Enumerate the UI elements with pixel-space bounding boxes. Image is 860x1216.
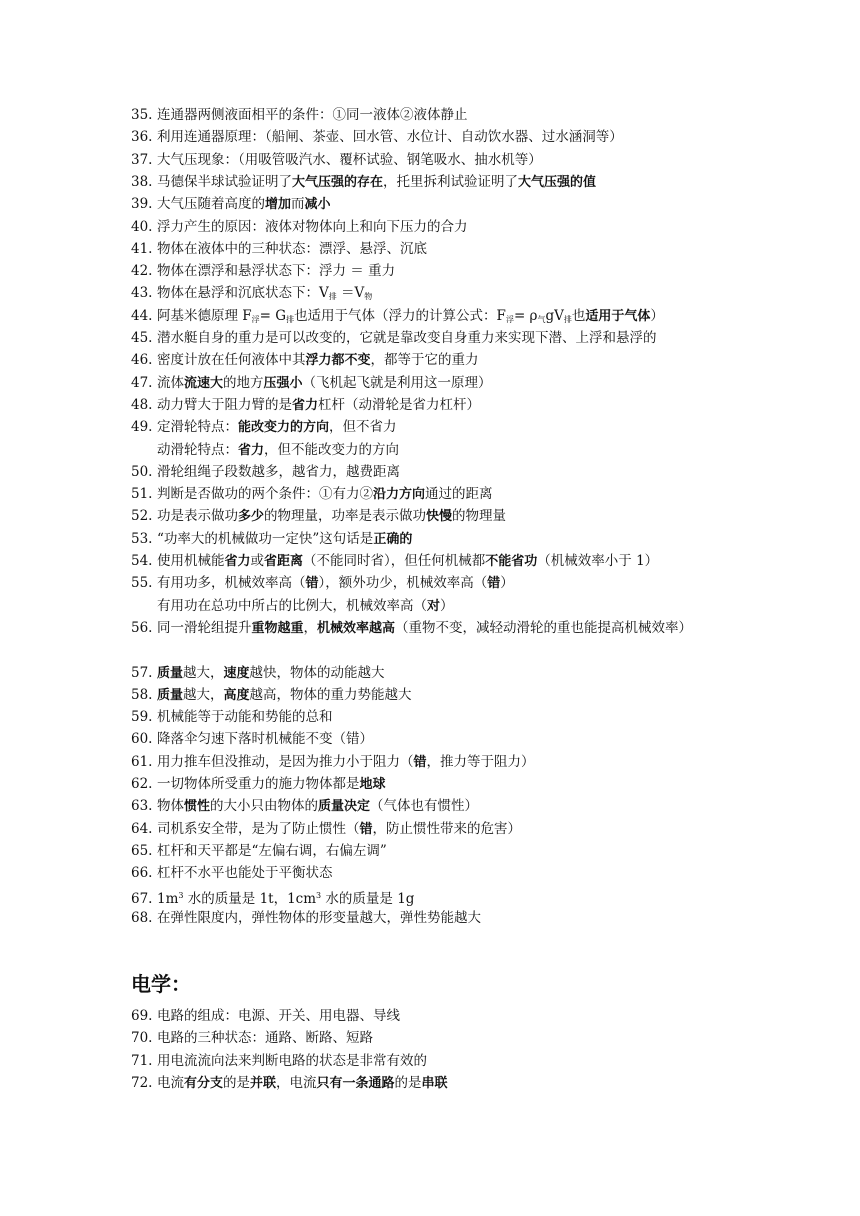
item-text: 或 — [250, 553, 265, 569]
list-item — [131, 104, 741, 126]
item-number: 57. — [131, 664, 153, 681]
list-item — [131, 907, 741, 929]
item-text: ，但不省力 — [329, 419, 397, 436]
item-number: 63. — [131, 798, 153, 815]
item-text: ），额外功少，机械效率高（ — [318, 575, 488, 592]
list-item — [131, 416, 741, 439]
item-number: 69. — [131, 1008, 153, 1024]
item-number: 48. — [131, 396, 153, 413]
item-number: 68. — [131, 909, 153, 926]
item-text: 3 — [316, 890, 322, 900]
item-text: ，防止惯性带来的危害） — [372, 820, 522, 837]
item-text: 通过的距离 — [425, 486, 493, 503]
list-item — [131, 1027, 741, 1049]
bold-text: 只有一条通路 — [316, 1075, 395, 1091]
item-text: 水的质量是 1g — [321, 890, 415, 907]
item-text: 使用机械能 — [157, 553, 225, 569]
item-number: 38. — [131, 173, 153, 190]
item-text: 阿基米德原理 F — [157, 307, 252, 324]
item-text: 流体 — [157, 374, 184, 391]
list-item — [131, 126, 741, 148]
item-text: 也 — [571, 307, 586, 324]
item-text: 利用连通器原理：（船闸、茶壶、回水管、水位计、自动饮水器、过水涵洞等） — [157, 129, 623, 146]
item-text: 3 — [178, 890, 184, 900]
bold-text: 适用于气体 — [585, 308, 651, 324]
list-item — [131, 171, 741, 194]
list-item — [131, 483, 741, 506]
item-text: ＝V — [336, 285, 365, 302]
list-item — [131, 840, 741, 862]
item-text: 物体在漂浮和悬浮状态下：浮力 ＝ 重力 — [157, 263, 396, 280]
bold-text: 能改变力的方向 — [238, 420, 330, 436]
section-heading-electricity: 电学： — [131, 972, 191, 996]
bold-text: 多少 — [238, 509, 265, 525]
item-text: 水的质量是 1t，1cm — [183, 890, 317, 907]
bold-text: 惯性 — [184, 799, 211, 815]
bold-text: 高度 — [223, 687, 250, 703]
bold-text: 地球 — [359, 777, 386, 792]
list-item — [131, 885, 741, 910]
bold-text: 浮力都不变 — [305, 353, 371, 369]
item-number: 37. — [131, 151, 153, 168]
item-text: 一切物体所受重力的施力物体都是 — [157, 776, 360, 792]
item-text: ，推力等于阻力） — [426, 753, 535, 770]
bold-text: 沿力方向 — [373, 487, 426, 503]
bold-text: 省力 — [292, 397, 319, 413]
bold-text: 错 — [487, 576, 501, 592]
item-text: 的是 — [223, 1074, 251, 1091]
item-number: 64. — [131, 820, 153, 837]
list-item — [131, 773, 741, 796]
item-number: 35. — [131, 107, 153, 123]
item-number: 71. — [131, 1052, 153, 1069]
item-text: 密度计放在任何液体中其 — [157, 352, 306, 369]
item-text: ，托里拆利试验证明了 — [383, 173, 519, 190]
item-text: 越大， — [183, 686, 224, 703]
item-text: ） — [650, 307, 664, 324]
bold-text: 速度 — [223, 665, 250, 681]
item-text: 物体在液体中的三种状态：漂浮、悬浮、沉底 — [157, 240, 427, 257]
bold-text: 错 — [305, 576, 319, 592]
list-item — [131, 1072, 741, 1095]
item-text: ，电流 — [276, 1074, 317, 1091]
item-text: 在弹性限度内，弹性物体的形变量越大，弹性势能越大 — [157, 909, 481, 926]
bold-text: 质量决定 — [318, 799, 371, 815]
list-item — [131, 862, 741, 884]
item-text: 杠杆（动滑轮是省力杠杆） — [318, 396, 481, 413]
item-text: 的是 — [394, 1074, 422, 1091]
bold-text: 大气压强的值 — [518, 174, 597, 190]
item-number: 53. — [131, 530, 153, 547]
list-item — [131, 818, 741, 841]
bold-text: 机械效率越高 — [317, 620, 396, 636]
item-text: = G — [259, 307, 287, 324]
item-number: 59. — [131, 709, 153, 726]
item-text: （机械效率小于 1） — [537, 553, 659, 569]
item-text: 而 — [291, 196, 305, 213]
item-number: 42. — [131, 263, 153, 280]
item-number: 52. — [131, 508, 153, 525]
item-text: 机械能等于动能和势能的总和 — [157, 709, 333, 726]
item-text: 的物理量，功率是表示做功 — [264, 508, 427, 525]
item-text: 大气压随着高度的 — [157, 196, 265, 213]
item-number: 54. — [131, 553, 153, 569]
item-number: 47. — [131, 374, 153, 391]
item-number: 40. — [131, 218, 153, 235]
item-text: （气体也有惯性） — [370, 798, 479, 815]
item-text: 的物理量 — [452, 508, 507, 525]
list-item — [131, 216, 741, 238]
bold-text: 错 — [413, 754, 427, 770]
bold-text: 减小 — [304, 197, 331, 213]
item-text: （不能同时省），但任何机械都 — [303, 553, 486, 569]
item-number: 44. — [131, 307, 153, 324]
list-item — [131, 550, 741, 573]
item-number: 45. — [131, 330, 153, 346]
item-text: 越高，物体的重力势能越大 — [249, 686, 412, 703]
item-text: 1m — [157, 890, 179, 907]
item-text: 大气压现象：（用吸管吸汽水、覆杯试验、钢笔吸水、抽水机等） — [157, 151, 542, 168]
item-text: 杠杆和天平都是“左偏右调，右偏左调” — [157, 842, 387, 859]
bold-text: 省力 — [224, 554, 251, 569]
list-item — [131, 751, 741, 774]
item-text: 连通器两侧液面相平的条件：①同一液体②液体静止 — [157, 107, 468, 123]
item-text: 浮 — [505, 314, 514, 324]
item-text: 物 — [364, 292, 373, 302]
item-number: 51. — [131, 486, 153, 503]
list-item — [131, 572, 741, 595]
item-text: 有用功多，机械效率高（ — [157, 575, 306, 592]
item-text: 动滑轮特点： — [157, 441, 238, 458]
item-number: 55. — [131, 575, 153, 592]
item-text: （重物不变，减轻动滑轮的重也能提高机械效率） — [395, 619, 693, 636]
list-item — [131, 1050, 741, 1072]
bold-text: 增加 — [265, 197, 292, 213]
item-text: 电流 — [157, 1074, 184, 1091]
item-text: 用力推车但没推动，是因为推力小于阻力（ — [157, 753, 414, 770]
item-text: gV — [545, 307, 564, 324]
bold-text: 质量 — [157, 687, 184, 703]
item-text: 有用功在总功中所占的比例大，机械效率高（ — [157, 597, 427, 614]
item-text: 同一滑轮组提升 — [157, 619, 252, 636]
item-number: 60. — [131, 731, 153, 748]
list-item — [131, 349, 741, 372]
list-item — [131, 394, 741, 417]
item-text: 物体 — [157, 798, 184, 815]
item-text: 越快，物体的动能越大 — [249, 664, 385, 681]
bold-text: 有分支 — [184, 1075, 224, 1091]
item-text: = ρ — [513, 307, 538, 324]
item-text: 杠杆不水平也能处于平衡状态 — [157, 865, 333, 882]
item-number: 65. — [131, 842, 153, 859]
item-number: 58. — [131, 686, 153, 703]
list-item — [131, 528, 741, 551]
item-number: 62. — [131, 776, 153, 792]
list-item — [131, 238, 741, 260]
item-text: 功是表示做功 — [157, 508, 238, 525]
bold-text: 错 — [359, 821, 373, 837]
list-item — [131, 260, 741, 282]
list-item — [131, 461, 741, 483]
item-number: 61. — [131, 753, 153, 770]
list-item — [131, 327, 741, 349]
bold-text: 大气压强的存在 — [292, 174, 384, 190]
item-text: 电路的三种状态：通路、断路、短路 — [157, 1030, 373, 1047]
bold-text: 串联 — [421, 1075, 448, 1091]
list-item — [131, 662, 741, 685]
item-text: 降落伞匀速下落时机械能不变（错） — [157, 731, 373, 748]
list-item — [131, 439, 741, 462]
item-text: 物体在悬浮和沉底状态下：V — [157, 285, 329, 302]
item-text: 潜水艇自身的重力是可以改变的，它就是靠改变自身重力来实现下潜、上浮和悬浮的 — [157, 330, 657, 346]
item-text: 排 — [328, 292, 337, 302]
item-text: 判断是否做功的两个条件：①有力② — [157, 486, 373, 503]
bold-text: 重物越重 — [251, 620, 304, 636]
item-text: 的地方 — [223, 374, 264, 391]
bold-text: 流速大 — [184, 375, 224, 391]
bold-text: 并联 — [250, 1075, 277, 1091]
item-number: 56. — [131, 619, 153, 636]
item-text: ，都等于它的重力 — [370, 352, 479, 369]
item-text: 的大小只由物体的 — [210, 798, 319, 815]
item-number: 72. — [131, 1074, 153, 1091]
list-item — [131, 193, 741, 216]
item-text: “功率大的机械做功一定快”这句话是 — [157, 530, 374, 547]
item-text: 马德保半球试验证明了 — [157, 173, 292, 190]
item-text: 浮力产生的原因：液体对物体向上和向下压力的合力 — [157, 218, 468, 235]
list-item — [131, 595, 741, 618]
bold-text: 快慢 — [426, 509, 453, 525]
item-number: 46. — [131, 352, 153, 369]
list-item — [131, 795, 741, 818]
item-text: 也适用于气体（浮力的计算公式：F — [294, 307, 506, 324]
item-text: 定滑轮特点： — [157, 419, 238, 436]
item-number: 66. — [131, 865, 153, 882]
bold-text: 压强小 — [263, 375, 303, 391]
item-number: 49. — [131, 419, 153, 436]
item-text: 用电流流向法来判断电路的状态是非常有效的 — [157, 1052, 427, 1069]
item-text: （飞机起飞就是利用这一原理） — [302, 374, 492, 391]
list-item — [131, 149, 741, 171]
item-number: 50. — [131, 463, 153, 480]
item-text: 气 — [537, 314, 546, 324]
list-item — [131, 617, 743, 640]
bold-text: 质量 — [157, 665, 184, 681]
item-number: 67. — [131, 890, 153, 907]
item-text: 滑轮组绳子段数越多，越省力，越费距离 — [157, 463, 400, 480]
item-text: ） — [440, 597, 454, 614]
item-text: ） — [500, 575, 514, 592]
list-item — [131, 1005, 741, 1027]
item-text: 司机系安全带，是为了防止惯性（ — [157, 820, 360, 837]
item-number: 36. — [131, 129, 153, 146]
bold-text: 对 — [427, 598, 441, 614]
item-number: 39. — [131, 196, 153, 213]
item-text: ， — [303, 619, 318, 636]
bold-text: 省距离 — [264, 554, 304, 569]
item-text: 电路的组成：电源、开关、用电器、导线 — [157, 1008, 400, 1024]
bold-text: 正确的 — [373, 531, 413, 547]
item-number: 43. — [131, 285, 153, 302]
list-item — [131, 728, 741, 750]
item-text: 越大， — [183, 664, 224, 681]
item-text: 排 — [563, 314, 572, 324]
list-item — [131, 505, 741, 528]
item-number: 41. — [131, 240, 153, 257]
list-item — [131, 684, 741, 707]
item-number: 70. — [131, 1030, 153, 1047]
list-item — [131, 372, 741, 395]
item-text: ，但不能改变力的方向 — [264, 441, 400, 458]
list-item — [131, 706, 741, 728]
bold-text: 不能省功 — [485, 554, 538, 569]
item-text: 动力臂大于阻力臂的是 — [157, 396, 292, 413]
item-text: 排 — [286, 314, 295, 324]
bold-text: 省力 — [238, 442, 265, 458]
item-text: 浮 — [251, 314, 260, 324]
